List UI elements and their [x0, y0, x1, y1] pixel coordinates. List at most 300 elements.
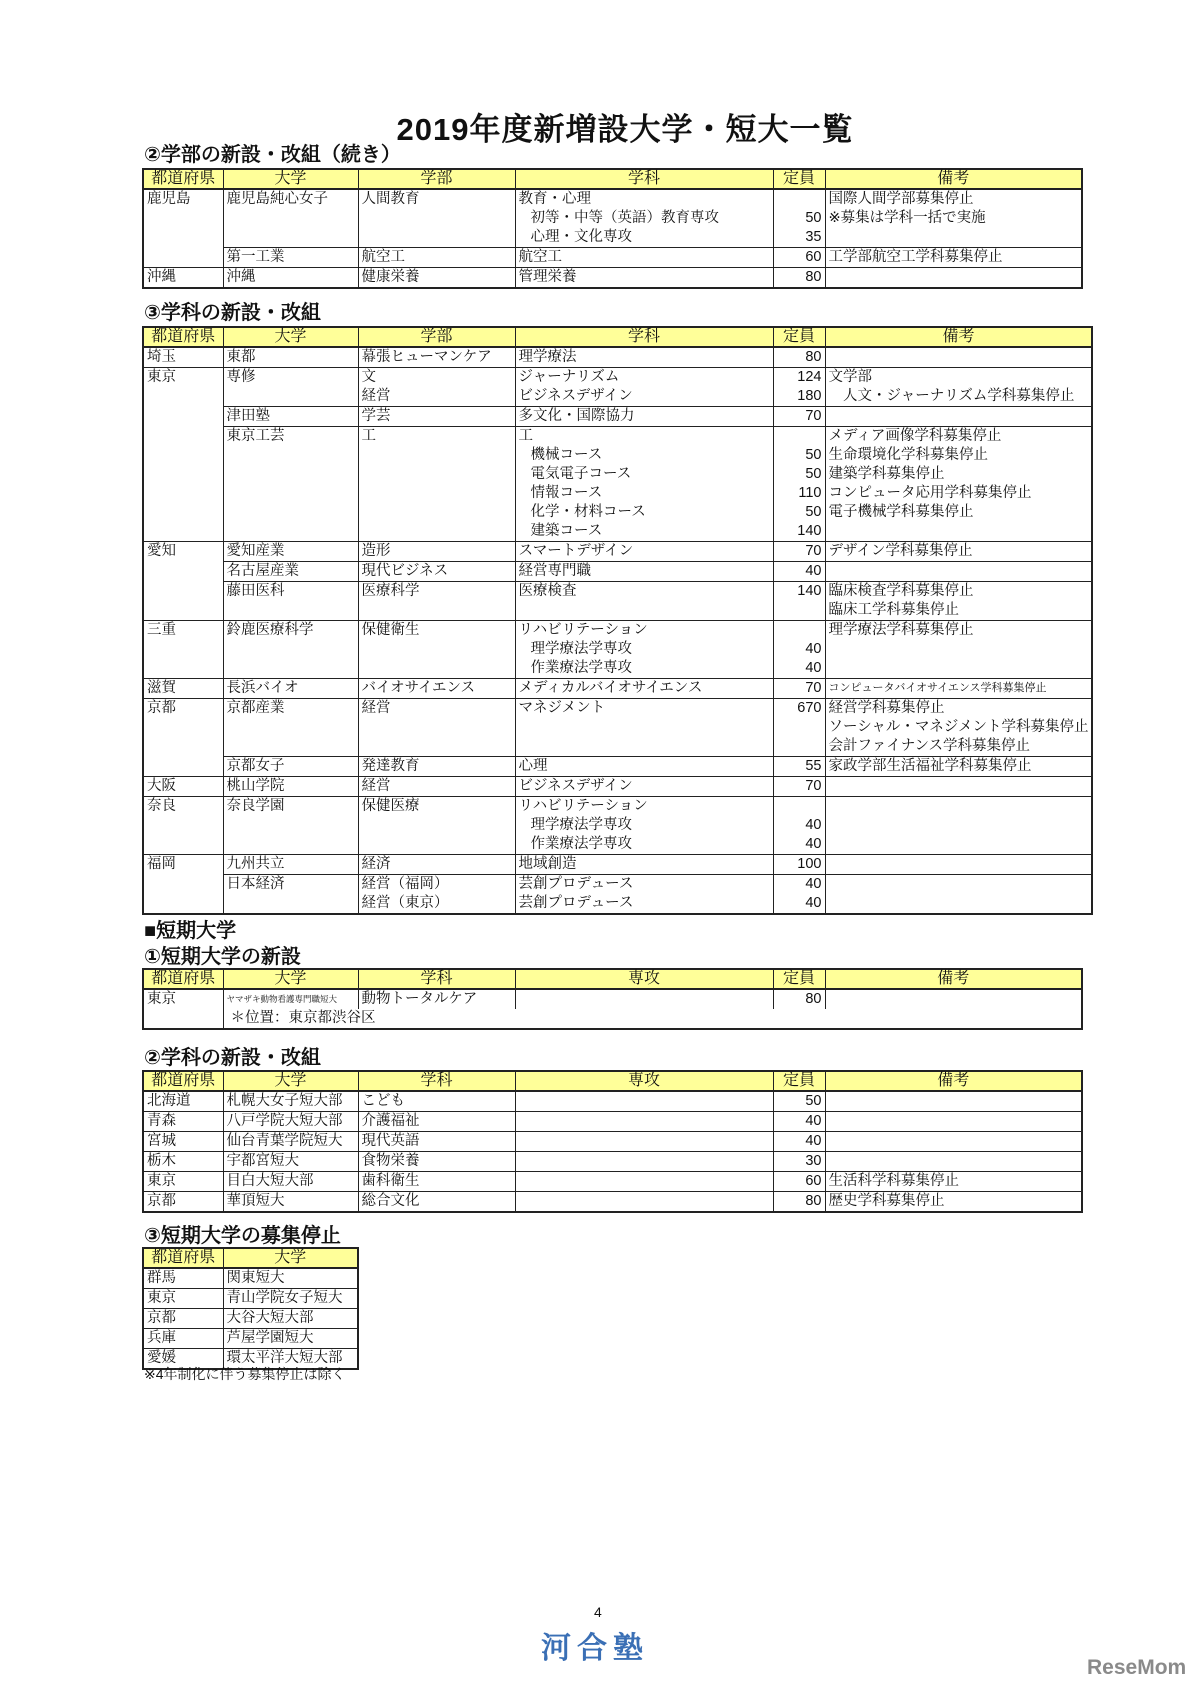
- cell-capacity: [773, 1132, 825, 1152]
- cell-dept: [515, 427, 773, 542]
- dept-text: 作業療法学専攻: [530, 660, 632, 676]
- notes-text: コンピュータバイオサイエンス学科募集停止: [828, 682, 1047, 694]
- univ-text: 仙台青葉学院短大: [226, 1133, 343, 1149]
- cell-faculty: [358, 368, 515, 407]
- table-row: [143, 1172, 1082, 1192]
- cell-capacity: [773, 855, 825, 875]
- capacity-text: 60: [805, 1173, 822, 1189]
- univ-text: 名古屋産業: [226, 563, 299, 579]
- cell-univ: [223, 679, 358, 699]
- dept-text: 芸創プロデュース: [518, 876, 634, 892]
- major-text: [519, 1192, 770, 1211]
- notes-text: 歴史学科募集停止: [828, 1193, 945, 1209]
- col-capacity: 定員: [773, 969, 825, 989]
- univ-text: 芦屋学園短大: [226, 1330, 314, 1346]
- cell-capacity: [773, 1152, 825, 1172]
- table-junior-dept: [142, 1070, 1083, 1213]
- capacity-text: [777, 718, 822, 737]
- faculty-text: 経済: [361, 856, 391, 872]
- univ-text: 専修: [226, 369, 256, 385]
- notes-text: [829, 562, 1089, 581]
- cell-capacity: [773, 582, 825, 621]
- cell-capacity: [773, 347, 825, 368]
- major-text: [519, 1152, 770, 1171]
- section-heading-dept-new: ③学科の新設・改組: [144, 302, 321, 324]
- major-text: [519, 1132, 770, 1151]
- cell-notes: [825, 268, 1082, 289]
- faculty-text: 現代ビジネス: [361, 563, 449, 579]
- notes-text: [829, 875, 1089, 894]
- cell-capacity: [773, 542, 825, 562]
- univ-text: 京都産業: [226, 700, 285, 716]
- notes-text: [829, 855, 1089, 874]
- notes-text: 文学部: [828, 369, 872, 385]
- univ-text: 沖縄: [226, 269, 256, 285]
- faculty-text: [362, 640, 512, 659]
- cell-notes: [825, 777, 1092, 797]
- col-univ: 大学: [223, 1071, 358, 1091]
- cell-capacity: [773, 1192, 825, 1213]
- cell-pref: [143, 1309, 223, 1329]
- univ-text: 九州共立: [226, 856, 285, 872]
- univ-text: 第一工業: [226, 249, 285, 265]
- dept-text: 多文化・国際協力: [518, 408, 635, 424]
- dept-text: 食物栄養: [361, 1153, 420, 1169]
- dept-text: [519, 601, 770, 620]
- univ-text: 華頂短大: [226, 1193, 285, 1209]
- cell-faculty: [358, 582, 515, 621]
- cell-dept: [358, 1091, 515, 1112]
- table-row: [143, 855, 1092, 875]
- table-row: [143, 562, 1092, 582]
- cell-univ: [223, 347, 358, 368]
- cell-univ: [223, 875, 358, 915]
- cell-dept: [515, 757, 773, 777]
- notes-text: 経営学科募集停止: [828, 700, 945, 716]
- capacity-text: [777, 601, 822, 620]
- cell-notes: [825, 699, 1092, 757]
- cell-capacity: [773, 875, 825, 915]
- capacity-text: 55: [805, 758, 822, 774]
- capacity-text: 140: [797, 523, 822, 539]
- notes-text: [829, 816, 1089, 835]
- univ-text: 関東短大: [226, 1270, 285, 1286]
- cell-dept: [358, 1132, 515, 1152]
- capacity-text: 110: [798, 485, 822, 501]
- faculty-text: 学芸: [361, 408, 391, 424]
- col-major: 専攻: [515, 1071, 773, 1091]
- pref-text: 愛知: [147, 543, 176, 559]
- col-univ: 大学: [223, 169, 358, 189]
- faculty-text: 経営: [361, 388, 391, 404]
- notes-text: 臨床検査学科募集停止: [828, 583, 974, 599]
- notes-text: [829, 835, 1089, 854]
- capacity-text: 40: [805, 895, 822, 911]
- notes-text: 理学療法学科募集停止: [828, 622, 974, 638]
- cell-capacity: [773, 427, 825, 542]
- pref-text: 愛媛: [147, 1350, 176, 1366]
- cell-notes: [825, 679, 1092, 699]
- cell-dept: [515, 189, 773, 248]
- dept-text: 電気電子コース: [530, 466, 632, 482]
- cell-pref: [143, 1132, 223, 1152]
- cell-dept: [515, 268, 773, 289]
- faculty-text: バイオサイエンス: [361, 680, 476, 696]
- capacity-text: 124: [797, 369, 822, 385]
- notes-text: [829, 1152, 1079, 1171]
- dept-text: 教育・心理: [518, 191, 591, 207]
- cell-major: [515, 1091, 773, 1112]
- capacity-text: 40: [805, 1113, 822, 1129]
- notes-text: [829, 1132, 1079, 1151]
- faculty-text: [362, 446, 512, 465]
- faculty-text: 人間教育: [361, 191, 420, 207]
- faculty-text: 保健衛生: [361, 622, 420, 638]
- cell-capacity: [773, 189, 825, 248]
- col-notes: 備考: [825, 1071, 1082, 1091]
- cell-notes: [825, 368, 1092, 407]
- dept-text: マネジメント: [518, 700, 606, 716]
- pref-text: 埼玉: [147, 349, 176, 365]
- cell-pref: [143, 699, 223, 777]
- col-notes: 備考: [825, 969, 1082, 989]
- cell-capacity: [773, 757, 825, 777]
- notes-text: 生命環境化学科募集停止: [828, 447, 988, 463]
- table-row: [143, 368, 1092, 407]
- cell-notes: [825, 582, 1092, 621]
- faculty-text: 医療科学: [361, 583, 420, 599]
- faculty-text: 経営（福岡）: [361, 876, 449, 892]
- univ-text: 日本経済: [226, 876, 285, 892]
- dept-text: 医療検査: [518, 583, 577, 599]
- cell-dept: [515, 797, 773, 855]
- dept-text: こども: [361, 1093, 405, 1109]
- notes-text: 工学部航空工学科募集停止: [828, 249, 1003, 265]
- cell-dept: [515, 407, 773, 427]
- cell-capacity: [773, 1091, 825, 1112]
- cell-faculty: [358, 855, 515, 875]
- notes-text: 電子機械学科募集停止: [828, 504, 974, 520]
- dept-text: リハビリテーション: [518, 622, 648, 638]
- table-row: [143, 679, 1092, 699]
- major-text: [519, 1112, 770, 1131]
- faculty-text: [362, 228, 512, 247]
- cell-faculty: [358, 757, 515, 777]
- table-row: [143, 797, 1092, 855]
- cell-dept: [515, 347, 773, 368]
- capacity-text: [777, 737, 822, 756]
- cell-dept: [515, 562, 773, 582]
- univ-text: 藤田医科: [226, 583, 285, 599]
- cell-major: [515, 1112, 773, 1132]
- cell-location: [223, 1009, 1082, 1029]
- faculty-text: 経営（東京）: [361, 895, 449, 911]
- cell-dept: [515, 621, 773, 679]
- notes-text: [829, 228, 1079, 247]
- cell-notes: [825, 562, 1092, 582]
- faculty-text: 保健医療: [361, 798, 420, 814]
- location-text: ＊位置：東京都渋谷区: [230, 1010, 376, 1026]
- col-univ: 大学: [223, 1248, 358, 1268]
- table-row: [143, 989, 1082, 1009]
- capacity-text: 40: [805, 1133, 822, 1149]
- cell-capacity: [773, 679, 825, 699]
- pref-text: 福岡: [147, 856, 176, 872]
- table-row: [143, 1112, 1082, 1132]
- capacity-text: 80: [805, 349, 822, 365]
- cell-faculty: [358, 562, 515, 582]
- notes-text: [829, 268, 1079, 287]
- cell-notes: [825, 875, 1092, 915]
- cell-dept: [358, 1152, 515, 1172]
- pref-text: 東京: [147, 369, 176, 385]
- pref-text: 青森: [147, 1113, 176, 1129]
- col-notes: 備考: [825, 169, 1082, 189]
- cell-univ: [223, 621, 358, 679]
- univ-text: 八戸学院大短大部: [226, 1113, 343, 1129]
- pref-text: 栃木: [147, 1153, 176, 1169]
- cell-notes: [825, 248, 1082, 268]
- table-row: [143, 1289, 358, 1309]
- cell-notes: [825, 1112, 1082, 1132]
- dept-text: 心理: [518, 758, 548, 774]
- table-row: [143, 621, 1092, 679]
- univ-text: 東都: [226, 349, 256, 365]
- notes-text: 家政学部生活福祉学科募集停止: [828, 758, 1032, 774]
- cell-univ: [223, 407, 358, 427]
- cell-pref: [143, 777, 223, 797]
- capacity-text: 70: [805, 408, 822, 424]
- faculty-text: [362, 659, 512, 678]
- cell-univ: [223, 189, 358, 248]
- cell-capacity: [773, 1112, 825, 1132]
- cell-univ: [223, 1132, 358, 1152]
- cell-capacity: [773, 407, 825, 427]
- cell-notes: [825, 1091, 1082, 1112]
- univ-text: 桃山学院: [226, 778, 285, 794]
- section-heading-faculty-continued: ②学部の新設・改組（続き）: [144, 144, 401, 166]
- table-junior-new: [142, 968, 1083, 1030]
- capacity-text: 80: [805, 269, 822, 285]
- cell-pref: [143, 1152, 223, 1172]
- capacity-text: [777, 190, 822, 209]
- dept-text: 理学療法: [518, 349, 577, 365]
- table-row: [143, 542, 1092, 562]
- notes-text: 生活科学科募集停止: [828, 1173, 959, 1189]
- cell-faculty: [358, 777, 515, 797]
- col-univ: 大学: [223, 327, 358, 347]
- page-number: 4: [594, 1604, 602, 1620]
- cell-capacity: [773, 248, 825, 268]
- cell-faculty: [358, 189, 515, 248]
- cell-dept: [358, 1112, 515, 1132]
- faculty-text: [362, 522, 512, 541]
- capacity-text: 50: [805, 210, 822, 226]
- col-dept: 学科: [515, 327, 773, 347]
- table-row: [143, 268, 1082, 289]
- faculty-text: 幕張ヒューマンケア: [361, 349, 492, 365]
- faculty-text: 経営: [361, 700, 391, 716]
- col-dept: 学科: [515, 169, 773, 189]
- dept-text: メディカルバイオサイエンス: [518, 680, 703, 696]
- cell-dept: [358, 989, 515, 1009]
- capacity-text: 50: [805, 1093, 822, 1109]
- cell-notes: [825, 189, 1082, 248]
- cell-univ: [223, 1112, 358, 1132]
- faculty-text: 航空工: [361, 249, 405, 265]
- dept-text: 航空工: [518, 249, 562, 265]
- cell-pref: [143, 1329, 223, 1349]
- cell-pref: [143, 1091, 223, 1112]
- univ-text: 東京工芸: [226, 428, 285, 444]
- cell-faculty: [358, 699, 515, 757]
- footnote: ※4年制化に伴う募集停止は除く: [144, 1366, 346, 1382]
- cell-capacity: [773, 989, 825, 1009]
- cell-faculty: [358, 407, 515, 427]
- pref-text: 東京: [147, 1173, 176, 1189]
- faculty-text: 発達教育: [361, 758, 420, 774]
- capacity-text: 70: [805, 543, 822, 559]
- cell-faculty: [358, 679, 515, 699]
- cell-pref: [143, 542, 223, 621]
- cell-univ: [223, 757, 358, 777]
- cell-dept: [358, 1192, 515, 1213]
- table-row: [143, 407, 1092, 427]
- faculty-text: 造形: [361, 543, 391, 559]
- cell-dept: [515, 248, 773, 268]
- notes-text: 会計ファイナンス学科募集停止: [828, 738, 1031, 754]
- section-heading-junior-new: ①短期大学の新設: [144, 946, 301, 968]
- notes-text: [829, 797, 1089, 816]
- table-row: [143, 248, 1082, 268]
- dept-text: 心理・文化専攻: [530, 229, 632, 245]
- cell-pref: [143, 1192, 223, 1213]
- dept-text: 建築コース: [530, 523, 603, 539]
- dept-text: [519, 737, 770, 756]
- notes-text: メディア画像学科募集停止: [828, 428, 1002, 444]
- faculty-text: [362, 601, 512, 620]
- capacity-text: 60: [805, 249, 822, 265]
- univ-text: 愛知産業: [226, 543, 285, 559]
- capacity-text: 180: [797, 388, 822, 404]
- cell-capacity: [773, 797, 825, 855]
- cell-pref: [143, 797, 223, 855]
- table-row: [143, 757, 1092, 777]
- dept-text: ビジネスデザイン: [518, 388, 633, 404]
- cell-major: [515, 1172, 773, 1192]
- faculty-text: [362, 484, 512, 503]
- cell-dept: [358, 1172, 515, 1192]
- notes-text: ソーシャル・マネジメント学科募集停止: [828, 719, 1089, 735]
- cell-univ: [223, 1091, 358, 1112]
- cell-pref: [143, 368, 223, 542]
- cell-major: [515, 1152, 773, 1172]
- cell-univ: [223, 777, 358, 797]
- faculty-text: 健康栄養: [361, 269, 420, 285]
- table-row: [143, 1152, 1082, 1172]
- cell-univ: [223, 989, 358, 1009]
- table-row: [143, 1091, 1082, 1112]
- cell-univ: [223, 562, 358, 582]
- capacity-text: 30: [805, 1153, 822, 1169]
- table-row: [143, 699, 1092, 757]
- notes-text: [829, 894, 1089, 913]
- cell-pref: [143, 268, 223, 289]
- table-row: [143, 1132, 1082, 1152]
- notes-text: 国際人間学部募集停止: [828, 191, 974, 207]
- kawaijuku-logo: 河合塾: [541, 1632, 649, 1665]
- dept-text: ジャーナリズム: [518, 369, 620, 385]
- col-capacity: 定員: [773, 169, 825, 189]
- capacity-text: 40: [805, 563, 822, 579]
- cell-dept: [515, 679, 773, 699]
- notes-text: コンピュータ応用学科募集停止: [828, 485, 1032, 501]
- major-text: [519, 1172, 770, 1191]
- cell-capacity: [773, 368, 825, 407]
- notes-text: [829, 522, 1089, 541]
- capacity-text: 40: [805, 836, 822, 852]
- cell-notes: [825, 1192, 1082, 1213]
- cell-pref: [143, 1289, 223, 1309]
- capacity-text: [777, 427, 822, 446]
- cell-notes: [825, 989, 1082, 1009]
- pref-text: 群馬: [147, 1270, 176, 1286]
- table-dept-new: [142, 326, 1093, 915]
- col-pref: 都道府県: [143, 327, 223, 347]
- capacity-text: 80: [805, 1193, 822, 1209]
- univ-text: ヤマザキ動物看護専門職短大: [226, 994, 338, 1004]
- univ-text: 長浜バイオ: [226, 680, 299, 696]
- cell-pref: [143, 347, 223, 368]
- univ-text: 目白大短大部: [226, 1173, 314, 1189]
- table-row: [143, 1309, 358, 1329]
- cell-notes: [825, 855, 1092, 875]
- notes-text: 臨床工学科募集停止: [828, 602, 959, 618]
- faculty-text: [362, 835, 512, 854]
- notes-text: [829, 659, 1089, 678]
- pref-text: 宮城: [147, 1133, 176, 1149]
- cell-notes: [825, 621, 1092, 679]
- col-pref: 都道府県: [143, 1071, 223, 1091]
- cell-dept: [515, 582, 773, 621]
- cell-faculty: [358, 268, 515, 289]
- cell-univ: [223, 1172, 358, 1192]
- col-faculty: 学部: [358, 169, 515, 189]
- dept-text: 動物トータルケア: [361, 991, 478, 1007]
- table-row: [143, 347, 1092, 368]
- dept-text: 作業療法学専攻: [530, 836, 632, 852]
- univ-text: 宇都宮短大: [226, 1153, 299, 1169]
- notes-text: [829, 990, 1079, 1009]
- capacity-text: 40: [805, 817, 822, 833]
- cell-faculty: [358, 542, 515, 562]
- pref-text: 東京: [147, 1290, 176, 1306]
- cell-faculty: [358, 248, 515, 268]
- pref-text: 沖縄: [147, 269, 176, 285]
- dept-text: スマートデザイン: [518, 543, 634, 559]
- table-row: [143, 1329, 358, 1349]
- univ-text: 青山学院女子短大: [226, 1290, 343, 1306]
- table-row-location: [143, 1009, 1082, 1029]
- capacity-text: 35: [805, 229, 822, 245]
- cell-pref: [143, 1268, 223, 1289]
- table-row: [143, 582, 1092, 621]
- capacity-text: 40: [805, 660, 822, 676]
- cell-dept: [515, 777, 773, 797]
- cell-capacity: [773, 699, 825, 757]
- notes-text: ※募集は学科一括で実施: [828, 210, 986, 226]
- notes-text: 建築学科募集停止: [828, 466, 945, 482]
